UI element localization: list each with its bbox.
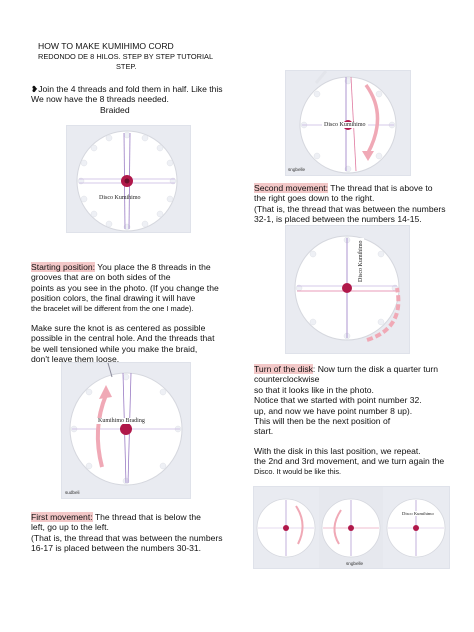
second-movement-heading: Second movement: bbox=[254, 183, 329, 193]
disk-brand-label: Disco Kumihimo bbox=[99, 195, 141, 201]
disk-illustration bbox=[67, 126, 190, 232]
disk-brand-label: Kumihimo Brading bbox=[98, 418, 145, 424]
starting-position-heading: Starting position: bbox=[31, 262, 96, 272]
disk-illustration bbox=[62, 363, 190, 498]
photo-watermark: sngbelle bbox=[346, 561, 364, 566]
turn-disk-heading: Turn of the disk bbox=[254, 364, 313, 374]
photo-watermark: sngbelle bbox=[288, 167, 306, 172]
photo-watermark: sudbeli bbox=[65, 490, 80, 495]
disk-brand-label: Disco Kumihimo bbox=[358, 240, 364, 282]
disk-illustration-panel bbox=[254, 487, 449, 568]
disk-brand-label: Disco Kumihimo bbox=[402, 511, 434, 516]
bullet-heart-icon: ❥ bbox=[31, 84, 39, 94]
second-movement-text: Second movement: The thread that is above to the right goes down to the right. (That is, the thread that was between the numbers 32-1, is placed between the numbers 14-15. bbox=[254, 183, 446, 225]
disk-brand-label: Disco Kumihimo bbox=[324, 122, 366, 128]
turn-disk-text: Turn of the disk: Now turn the disk a quarter turn counterclockwise so that it looks like in the photo. Notice that we started with point number 32. up, and now we have point number 8 up). This will then be the next position of start. With the disk in this last position, we repeat. the 2nd and 3rd movement, and we turn again the Disco. It would be like this. bbox=[254, 364, 445, 476]
photo-panel-repeat bbox=[253, 486, 450, 569]
photo-disk-start bbox=[66, 125, 191, 233]
starting-position-text: Starting position: You place the 8 threads in the grooves that are on both sides of the points as you see in the photo. (If you change the position colors, the final drawing it will have the bracelet will be different from the one I made). Make sure the knot is as centered as possible possible in the central hole. And the threads that be well tensioned while you make the braid, don't leave them loose. bbox=[31, 262, 219, 365]
photo-first-movement bbox=[61, 362, 191, 499]
page-title: HOW TO MAKE KUMIHIMO CORD bbox=[38, 41, 174, 51]
page-subtitle: REDONDO DE 8 HILOS. STEP BY STEP TUTORIAL STEP. bbox=[38, 52, 214, 72]
first-movement-text: First movement: The thread that is below the left, go up to the left. (That is, the thread that was between the numbers 16-17 is placed between the numbers 30-31. bbox=[31, 512, 223, 554]
disk-illustration bbox=[286, 226, 409, 353]
intro-text: ❥Join the 4 threads and fold them in half. Like this We now have the 8 threads needed. Braided bbox=[31, 84, 223, 115]
first-movement-heading: First movement: bbox=[31, 512, 93, 522]
photo-second-movement bbox=[285, 70, 411, 176]
photo-turned-disk bbox=[285, 225, 410, 354]
